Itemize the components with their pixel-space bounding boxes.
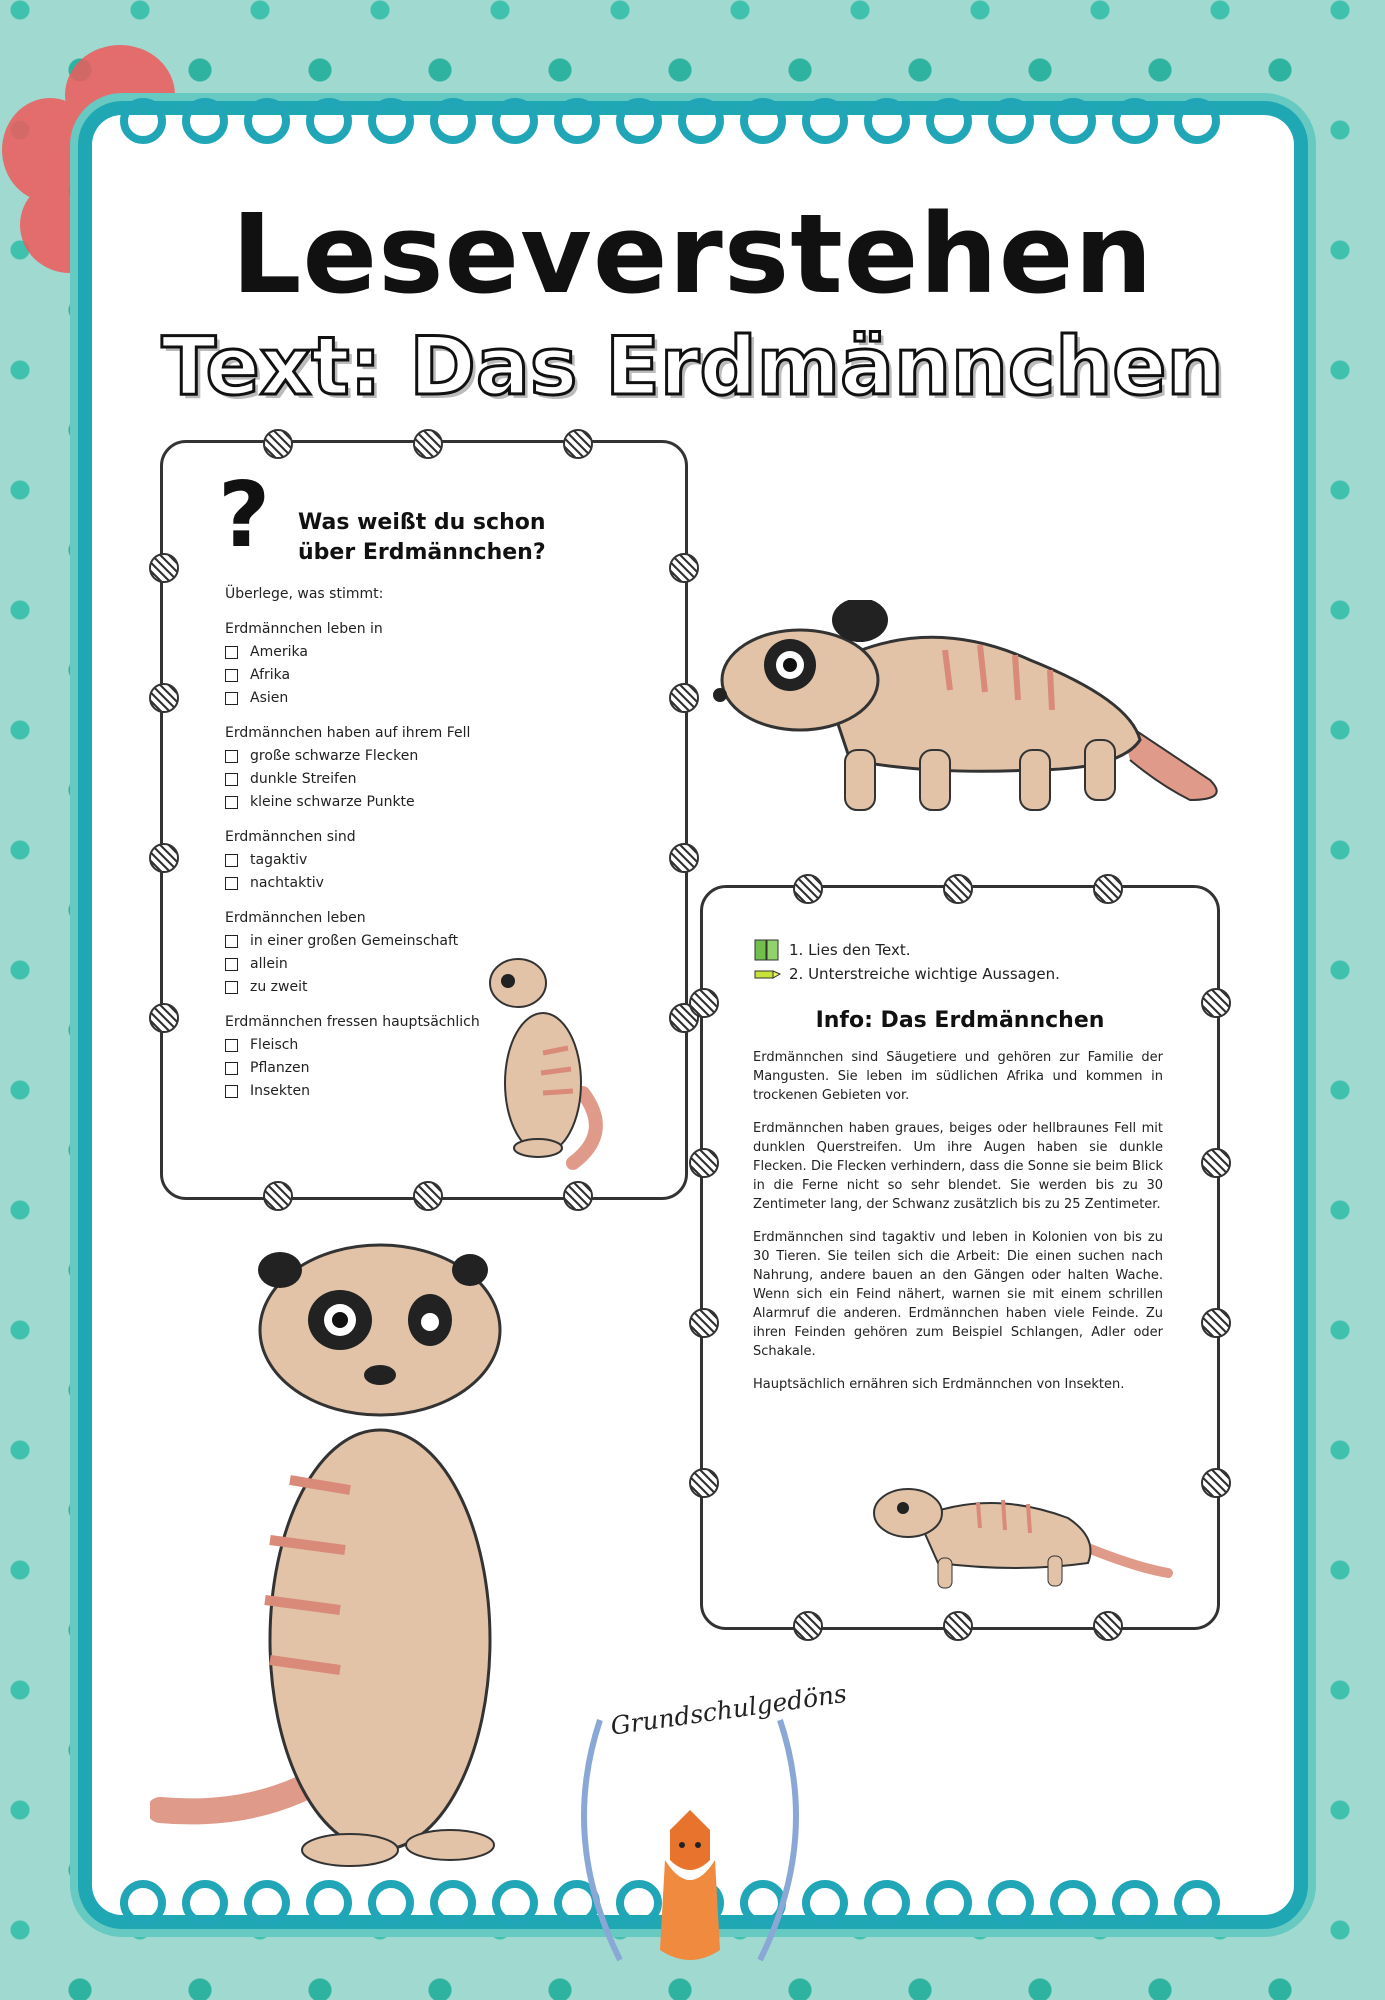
checkbox[interactable] xyxy=(225,1085,238,1098)
checkbox[interactable] xyxy=(225,981,238,994)
book-icon xyxy=(753,938,781,962)
option-label: Asien xyxy=(250,690,289,706)
checkbox[interactable] xyxy=(225,877,238,890)
quiz-heading-line1: Was weißt du schon xyxy=(298,510,546,535)
option-label: Pflanzen xyxy=(250,1060,310,1076)
task-list xyxy=(753,938,1060,986)
option-label: in einer großen Gemeinschaft xyxy=(250,933,459,949)
checkbox[interactable] xyxy=(225,958,238,971)
option-label: dunkle Streifen xyxy=(250,771,357,787)
option-row xyxy=(225,791,645,814)
page-title: Leseverstehen xyxy=(231,190,1154,318)
option-label: nachtaktiv xyxy=(250,875,324,891)
checkbox[interactable] xyxy=(225,646,238,659)
question-group xyxy=(225,722,645,814)
standing-meerkat-illustration xyxy=(150,1240,590,1880)
task-underline xyxy=(753,962,1060,986)
walking-meerkat-illustration xyxy=(700,600,1240,830)
question-text: Erdmännchen fressen hauptsächlich xyxy=(225,1014,480,1030)
checkbox[interactable] xyxy=(225,1039,238,1052)
option-row xyxy=(225,641,645,664)
task-read xyxy=(753,938,1060,962)
question-text: Erdmännchen sind xyxy=(225,829,356,845)
option-label: Amerika xyxy=(250,644,308,660)
checkbox[interactable] xyxy=(225,669,238,682)
option-label: Fleisch xyxy=(250,1037,299,1053)
checkbox[interactable] xyxy=(225,854,238,867)
option-row xyxy=(225,768,645,791)
checkbox[interactable] xyxy=(225,750,238,763)
highlighter-icon xyxy=(753,967,781,981)
option-label: zu zweit xyxy=(250,979,308,995)
option-row xyxy=(225,745,645,768)
info-paragraph: Hauptsächlich ernähren sich Erdmännchen von Insekten. xyxy=(753,1377,1125,1392)
info-paragraph: Erdmännchen haben graues, beiges oder hellbraunes Fell mit dunklen Querstreifen. Um ihre Augen haben sie dunkle Flecken. Die Flecken verhindern, dass die Sonne sie beim Blick in die Ferne nicht so sehr blendet. Sie werden bis zu 30 Zentimeter lang, der Schwanz zusätzlich bis zu 25 Zentimeter. xyxy=(753,1121,1163,1212)
option-label: Afrika xyxy=(250,667,291,683)
option-row xyxy=(225,687,645,710)
brand-name: Grundschulgedöns xyxy=(608,1678,849,1741)
quiz-instruction: Überlege, was stimmt: xyxy=(225,586,384,602)
info-worksheet xyxy=(700,885,1220,1630)
loop-border-top xyxy=(120,98,1236,144)
info-title: Info: Das Erdmännchen xyxy=(815,1008,1105,1033)
task-underline-label: 2. Unterstreiche wichtige Aussagen. xyxy=(789,965,1060,983)
option-row xyxy=(225,872,645,895)
task-read-label: 1. Lies den Text. xyxy=(789,941,911,959)
quiz-heading-line2: über Erdmännchen? xyxy=(298,540,546,565)
page-subtitle: Text: Das Erdmännchen xyxy=(161,320,1224,413)
info-text xyxy=(753,1048,1163,1408)
info-paragraph: Erdmännchen sind tagaktiv und leben in Kolonien von bis zu 30 Tieren. Sie teilen sich die Arbeit: Die einen suchen nach Nahrung, andere bauen an den Gängen oder halten Wache. Wenn sich ein Feind nähert, warnen sie mit einem schrillen Alarmruf die anderen. Erdmännchen haben viele Feinde. Zu ihren Feinden gehören zum Beispiel Schlangen, Adler oder Schakale. xyxy=(753,1230,1163,1359)
brand-logo xyxy=(560,1660,849,1990)
checkbox[interactable] xyxy=(225,1062,238,1075)
question-group xyxy=(225,826,645,895)
question-mark-icon: ? xyxy=(218,463,271,568)
quiz-heading xyxy=(298,508,546,568)
option-row xyxy=(225,664,645,687)
checkbox[interactable] xyxy=(225,796,238,809)
question-group xyxy=(225,618,645,710)
option-label: kleine schwarze Punkte xyxy=(250,794,415,810)
question-text: Erdmännchen haben auf ihrem Fell xyxy=(225,725,471,741)
option-row xyxy=(225,849,645,872)
checkbox[interactable] xyxy=(225,692,238,705)
option-label: große schwarze Flecken xyxy=(250,748,419,764)
small-walking-meerkat-illustration xyxy=(868,1478,1178,1598)
question-text: Erdmännchen leben in xyxy=(225,621,383,637)
option-label: tagaktiv xyxy=(250,852,308,868)
quiz-worksheet xyxy=(160,440,688,1200)
option-label: allein xyxy=(250,956,288,972)
small-meerkat-illustration xyxy=(463,943,613,1173)
checkbox[interactable] xyxy=(225,773,238,786)
option-label: Insekten xyxy=(250,1083,310,1099)
info-paragraph: Erdmännchen sind Säugetiere und gehören zur Familie der Mangusten. Sie leben im südlichen Afrika und kommen in trockenen Gebieten vor. xyxy=(753,1050,1163,1103)
checkbox[interactable] xyxy=(225,935,238,948)
question-text: Erdmännchen leben xyxy=(225,910,366,926)
